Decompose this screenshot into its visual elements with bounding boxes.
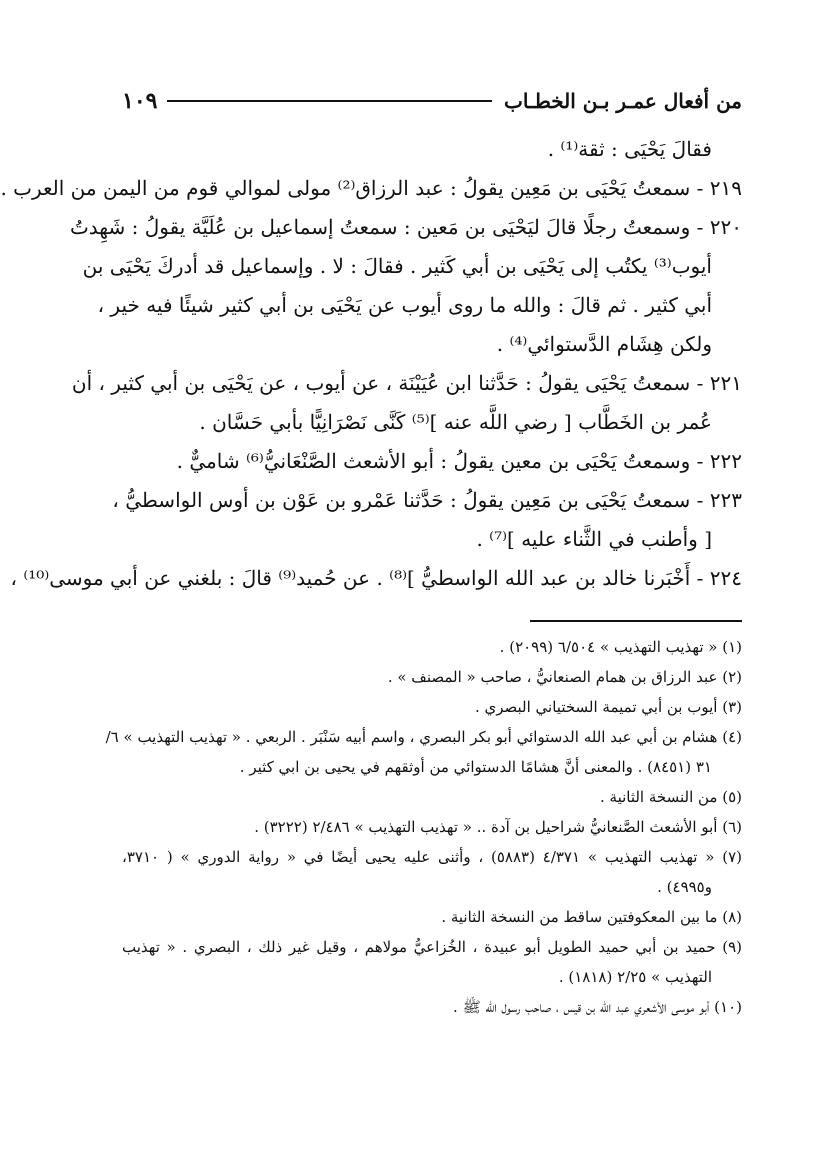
footnote-line: (٤) هشام بن أبي عبد الله الدستوائي أبو بكر البصري ، واسم أبيه سَنْبَر . الربعي . « تهذيب التهذيب » ٦/ [105, 728, 742, 746]
text-line: ٢٢٣ - سمعتُ يَحْيَى بن مَعِين يقولُ : حَدَّثنا عَمْرو بن عَوْن بن أوس الواسطيُّ ، [112, 488, 742, 512]
page-header [122, 88, 742, 122]
text-line: [ وأطنب في الثَّناء عليه ]⁽⁷⁾ . [476, 527, 712, 551]
footnote-line: (١٠) أبو موسى الأشعري عبد الله بن قيس ، صاحب رسول الله ﷺ . [453, 998, 742, 1016]
text-line: ولكن هِشَام الدَّستوائي⁽⁴⁾ . [496, 332, 712, 356]
text-line: ٢٢٠ - وسمعتُ رجلًا قالَ ليَحْيَى بن مَعين : سمعتُ إسماعيل بن عُلَيَّة يقولُ : شَهِدتُ [69, 215, 742, 239]
footnote-line: (٧) « تهذيب التهذيب » ٤/٣٧١ (٥٨٨٣) ، وأثنى عليه يحيى أيضًا في « رواية الدوري » ( ٣٧١٠، [122, 848, 742, 866]
footnote-separator [530, 620, 742, 622]
footnote-line: ٣١ (٨٤٥١) . والمعنى أنَّ هشامًا الدستوائي من أوثقهم في يحيى بن ابي كثير . [239, 758, 712, 776]
text-line: ٢٢١ - سمعتُ يَحْيَى يقولُ : حَدَّثنا ابن عُيَيْنَة ، عن أيوب ، عن يَحْيَى بن أبي كثير ، أن [71, 371, 742, 395]
footnote-line: (١) « تهذيب التهذيب » ٦/٥٠٤ (٢٠٩٩) . [499, 638, 742, 656]
footnote-line: و٤٩٩٥) . [657, 878, 712, 896]
header-rule [167, 100, 492, 102]
main-text [0, 130, 742, 598]
running-title: من أفعال عمـر بـن الخطـاب [504, 89, 742, 113]
text-line: فقالَ يَحْيَى : ثقة⁽¹⁾ . [547, 137, 712, 161]
footnotes [105, 632, 742, 1022]
page-number: ١٠٩ [122, 88, 158, 114]
text-line: ٢٢٤ - أَخْبَرنا خالد بن عبد الله الواسطيُّ ]⁽⁸⁾ . عن حُميد⁽⁹⁾ قالَ : بلغني عن أبي موسى⁽¹⁰⁾ ، [10, 566, 742, 590]
footnote-line: (٣) أيوب بن أبي تميمة السختياني البصري . [474, 698, 742, 716]
text-line: ٢٢٢ - وسمعتُ يَحْيَى بن معين يقولُ : أبو الأشعث الصَّنْعَانيُّ⁽⁶⁾ شاميٌّ . [176, 449, 742, 473]
footnote-line: (٥) من النسخة الثانية . [599, 788, 742, 806]
footnote-line: (٦) أبو الأشعث الصَّنعانيُّ شراحيل بن آدة .. « تهذيب التهذيب » ٢/٤٨٦ (٣٢٢٢) . [254, 818, 742, 836]
footnote-line: (٢) عبد الرزاق بن همام الصنعانيُّ ، صاحب « المصنف » . [387, 668, 742, 686]
footnote-line: (٨) ما بين المعكوفتين ساقط من النسخة الثانية . [441, 908, 742, 926]
footnote-line: التهذيب » ٢/٢٥ (١٨١٨) . [558, 968, 712, 986]
text-line: أبي كثير . ثم قالَ : والله ما روى أيوب عن يَحْيَى بن أبي كثير شيئًا فيه خير ، [97, 293, 712, 317]
text-line: أيوب⁽³⁾ يكتُب إلى يَحْيَى بن أبي كَثير . فقالَ : لا . وإسماعيل قد أدركَ يَحْيَى بن [82, 254, 712, 278]
text-line: ٢١٩ - سمعتُ يَحْيَى بن مَعِين يقولُ : عبد الرزاق⁽²⁾ مولى لموالي قوم من اليمن من العرب . [0, 176, 742, 200]
book-page [0, 88, 742, 1022]
text-line: عُمر بن الخَطَّاب [ رضي اللَّه عنه ]⁽⁵⁾ كَنَّى نَصْرَانِيًّا بأبي حَسَّان . [199, 410, 712, 434]
footnote-line: (٩) حميد بن أبي حميد الطويل أبو عبيدة ، الخُزاعيُّ مولاهم ، وقيل غير ذلك ، البصري . « تهذيب [122, 938, 742, 956]
